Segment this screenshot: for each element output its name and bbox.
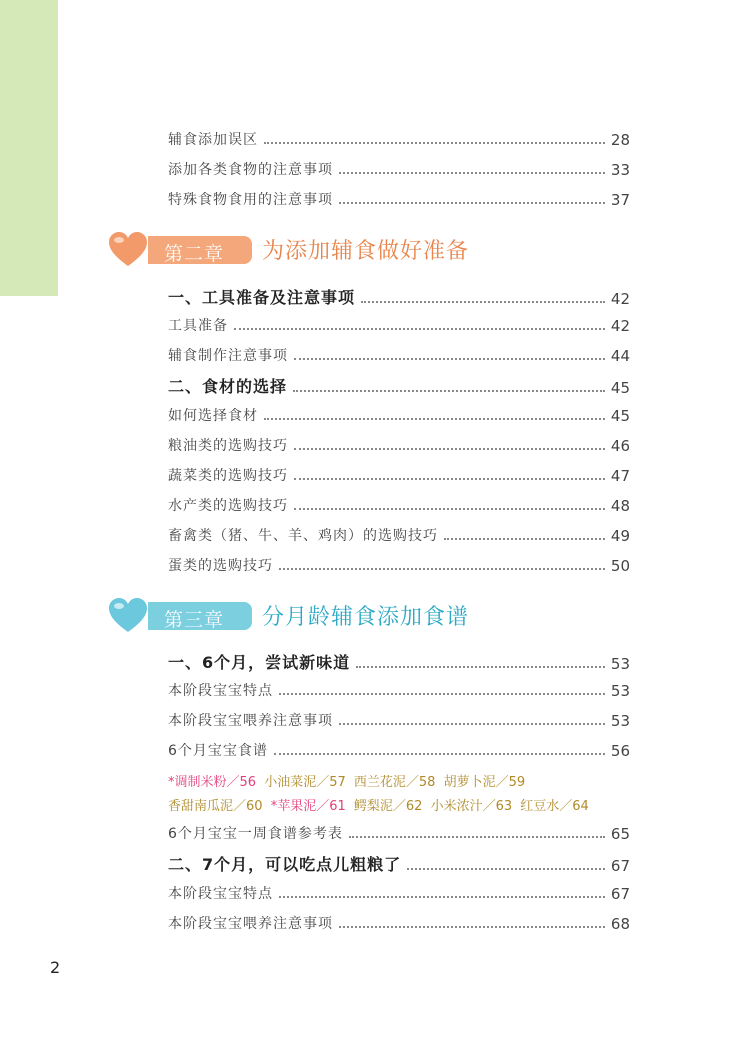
toc-entry[interactable]: 6个月宝宝食谱 56 bbox=[168, 742, 630, 760]
toc-entry[interactable]: 本阶段宝宝特点 67 bbox=[168, 885, 630, 903]
chapter-badge: 第二章 bbox=[148, 236, 252, 264]
toc-entry[interactable]: 特殊食物食用的注意事项 37 bbox=[168, 191, 630, 209]
recipe-link[interactable]: 香甜南瓜泥／60 bbox=[168, 799, 263, 814]
chapter-title: 为添加辅食做好准备 bbox=[262, 239, 470, 264]
toc-entry[interactable]: 辅食添加误区 28 bbox=[168, 131, 630, 149]
toc-section[interactable]: 一、工具准备及注意事项 42 bbox=[168, 288, 630, 308]
recipe-link[interactable]: *苹果泥／61 bbox=[270, 799, 346, 814]
recipe-link[interactable]: 红豆水／64 bbox=[520, 799, 589, 814]
chapter-badge: 第三章 bbox=[148, 602, 252, 630]
toc-entry[interactable]: 工具准备 42 bbox=[168, 317, 630, 335]
recipe-link[interactable]: 鳄梨泥／62 bbox=[353, 799, 423, 814]
side-color-strip bbox=[0, 0, 58, 296]
recipe-link[interactable]: *调制米粉／56 bbox=[168, 775, 257, 790]
page-number: 2 bbox=[50, 958, 61, 977]
toc-entry[interactable]: 辅食制作注意事项 44 bbox=[168, 347, 630, 365]
toc-section[interactable]: 一、6个月，尝试新味道 53 bbox=[168, 653, 630, 673]
recipe-link[interactable]: 胡萝卜泥／59 bbox=[443, 775, 526, 790]
chapter-title: 分月龄辅食添加食谱 bbox=[262, 605, 470, 630]
recipe-link[interactable]: 小油菜泥／57 bbox=[264, 775, 346, 790]
heart-icon bbox=[108, 232, 148, 268]
toc-entry[interactable]: 本阶段宝宝喂养注意事项 53 bbox=[168, 712, 630, 730]
heart-icon bbox=[108, 598, 148, 634]
toc-entry[interactable]: 本阶段宝宝喂养注意事项 68 bbox=[168, 915, 630, 933]
toc-entry[interactable]: 蔬菜类的选购技巧 47 bbox=[168, 467, 630, 485]
recipe-list-row-1 bbox=[168, 771, 529, 790]
toc-section[interactable]: 二、7个月，可以吃点儿粗粮了 67 bbox=[168, 855, 630, 875]
toc-entry[interactable]: 本阶段宝宝特点 53 bbox=[168, 682, 630, 700]
recipe-link[interactable]: 小米浓汁／63 bbox=[430, 799, 513, 814]
recipe-list-row-2 bbox=[168, 795, 593, 814]
toc-entry[interactable]: 粮油类的选购技巧 46 bbox=[168, 437, 630, 455]
toc-entry[interactable]: 添加各类食物的注意事项 33 bbox=[168, 161, 630, 179]
toc-entry[interactable]: 水产类的选购技巧 48 bbox=[168, 497, 630, 515]
toc-entry[interactable]: 蛋类的选购技巧 50 bbox=[168, 557, 630, 575]
toc-section[interactable]: 二、食材的选择 45 bbox=[168, 377, 630, 397]
recipe-link[interactable]: 西兰花泥／58 bbox=[353, 775, 436, 790]
toc-entry[interactable]: 畜禽类（猪、牛、羊、鸡肉）的选购技巧 49 bbox=[168, 527, 630, 545]
toc-entry[interactable]: 如何选择食材 45 bbox=[168, 407, 630, 425]
toc-entry[interactable]: 6个月宝宝一周食谱参考表 65 bbox=[168, 825, 630, 843]
